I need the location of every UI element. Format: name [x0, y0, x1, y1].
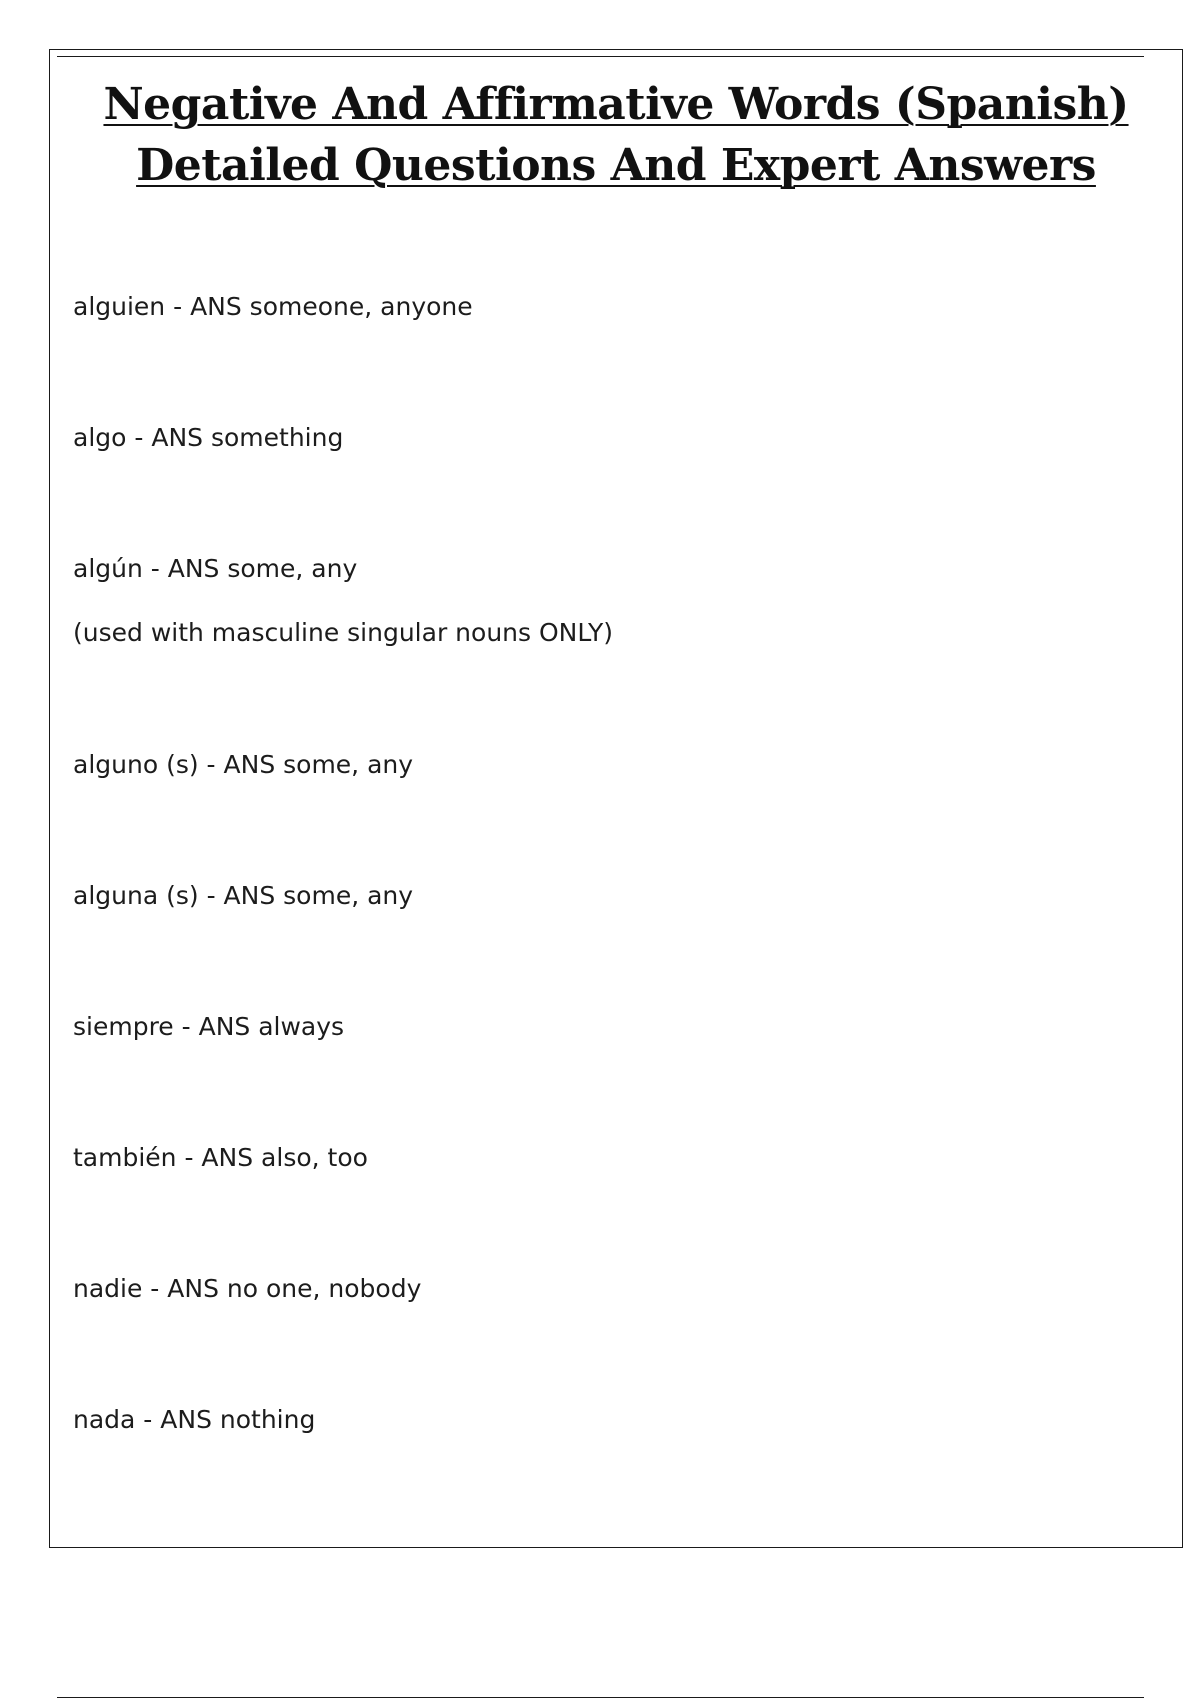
page-border — [49, 49, 1183, 1548]
qa-entry-alguna: alguna (s) - ANS some, any — [73, 881, 414, 910]
qa-entry-tambien: también - ANS also, too — [73, 1143, 368, 1172]
bottom-rule — [57, 1697, 1144, 1698]
title-line-1: Negative And Affirmative Words (Spanish) — [103, 79, 1129, 130]
qa-entry-siempre: siempre - ANS always — [73, 1012, 345, 1041]
title-line-2: Detailed Questions And Expert Answers — [136, 140, 1096, 191]
document-title — [49, 74, 1183, 196]
qa-entry-alguno: alguno (s) - ANS some, any — [73, 750, 414, 779]
qa-entry-alguien: alguien - ANS someone, anyone — [73, 292, 473, 321]
qa-entry-algun-note: (used with masculine singular nouns ONLY) — [73, 618, 613, 647]
qa-entry-algun: algún - ANS some, any — [73, 554, 358, 583]
qa-entry-nadie: nadie - ANS no one, nobody — [73, 1274, 422, 1303]
qa-entry-algo: algo - ANS something — [73, 423, 344, 452]
top-rule — [57, 56, 1144, 57]
qa-entry-nada: nada - ANS nothing — [73, 1405, 316, 1434]
